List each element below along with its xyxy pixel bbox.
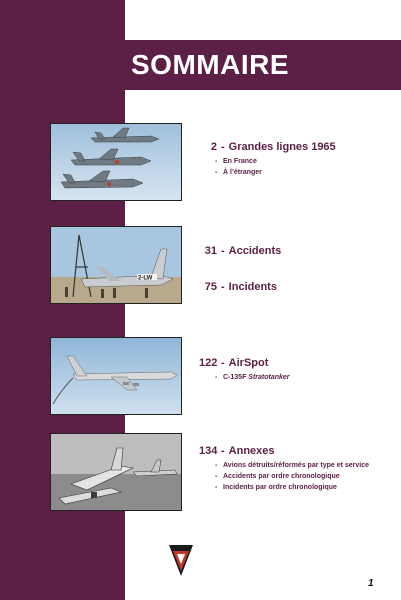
- toc-sub-item: - Incidents par ordre chronologique: [215, 484, 337, 491]
- page-title: SOMMAIRE: [131, 49, 289, 80]
- toc-entry-label: Annexes: [228, 445, 275, 457]
- emblem-logo-icon: [168, 543, 194, 577]
- toc-sub-item: - Accidents par ordre chronologique: [215, 473, 340, 480]
- toc-entry-label: AirSpot: [228, 357, 269, 369]
- toc-page-number: 2: [210, 141, 217, 153]
- toc-page-number: 75: [204, 281, 217, 293]
- toc-entry-annexes: 134 - Annexes - Avions détruits/réformés par type et service - Accidents par ordre chronologique - Incidents par ordre chronologique: [199, 445, 370, 491]
- photo-fighter-jets-formation: [50, 123, 182, 201]
- toc-entry-grandes-lignes: 2 - Grandes lignes 1965 - En France - À l’étranger: [199, 141, 336, 178]
- page-number: 1: [368, 578, 374, 589]
- toc-page-number: 134: [199, 445, 218, 457]
- toc-sub-item: - Avions détruits/réformés par type et service: [215, 462, 370, 469]
- toc-sub-item: - C-135F Stratotanker: [215, 374, 290, 381]
- toc-entry-label: Grandes lignes 1965: [228, 141, 336, 153]
- toc-sub-item: - En France: [215, 158, 257, 165]
- toc-entry-accidents: 31 - Accidents: [199, 245, 281, 257]
- toc-entry-label: Incidents: [228, 281, 277, 293]
- toc-sub-item: - À l’étranger: [215, 169, 262, 176]
- toc-entry-label: Accidents: [228, 245, 282, 257]
- toc-entry-airspot: 122 - AirSpot - C-135F Stratotanker: [199, 357, 290, 381]
- svg-text:2-LW: 2-LW: [138, 275, 153, 282]
- toc-entry-incidents: 75 - Incidents: [199, 281, 277, 293]
- toc-page-number: 122: [199, 357, 218, 369]
- photo-stratotanker: [50, 337, 182, 415]
- photo-crashed-jets: [50, 433, 182, 511]
- photo-aircraft-ground-accident: [50, 226, 182, 304]
- toc-page-number: 31: [204, 245, 217, 257]
